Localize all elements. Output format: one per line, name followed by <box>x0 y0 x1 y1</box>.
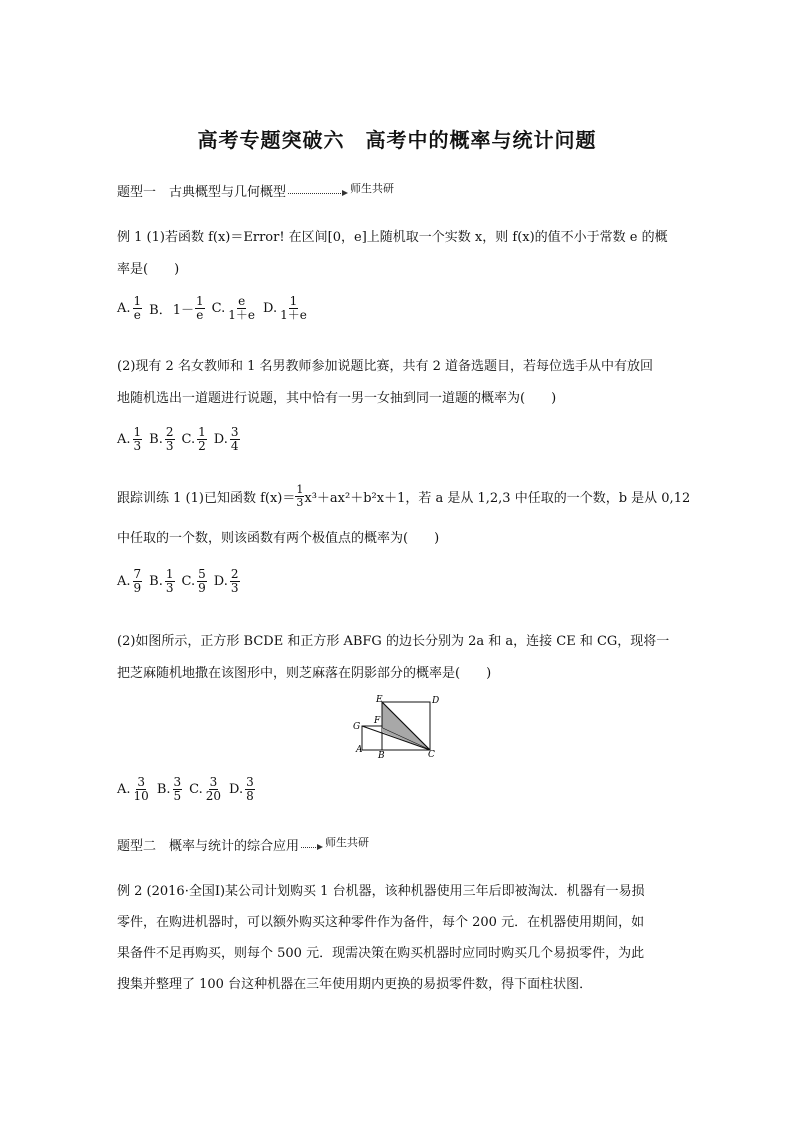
track1-line2: 中任取的一个数，则该函数有两个极值点的概率为( ) <box>117 531 440 546</box>
option-a: A. $\frac{3}{10}$ <box>117 775 149 803</box>
track1-line1: 跟踪训练 1 (1)已知函数 f(x)＝ $\frac{1}{3}$ x³＋ax²＋b²x＋1，若 a 是从 1,2,3 中任取的一个数，b 是从 0,12 <box>117 483 691 509</box>
section-heading-2 <box>117 834 369 854</box>
track1-2-line1: (2)如图所示，正方形 BCDE 和正方形 ABFG 的边长分别为 2a 和 a，连接 CE 和 CG，现将一 <box>117 634 670 649</box>
section-heading-1 <box>117 180 394 200</box>
section-tag: 师生共研 <box>350 182 395 195</box>
ex2-line1: 例 2 (2016·全国Ⅰ)某公司计划购买 1 台机器，该种机器使用三年后即被淘汰．机器有一易损 <box>117 884 645 899</box>
option-a: A. $\frac{1}{e}$ <box>117 294 142 322</box>
option-d: D. $\frac{3}{8}$ <box>229 775 254 803</box>
option-c: C. $\frac{3}{20}$ <box>189 775 222 803</box>
ex2-line3: 果备件不足再购买，则每个 500 元．现需决策在购买机器时应同时购买几个易损零件，为此 <box>117 946 645 961</box>
label-g: G <box>353 722 361 732</box>
page-title: 高考专题突破六 高考中的概率与统计问题 <box>197 128 597 152</box>
track1-options <box>117 568 247 595</box>
ex1-2-line2: 地随机选出一道题进行说题，其中恰有一男一女抽到同一道题的概率为( ) <box>117 391 557 406</box>
fraction: $\frac{1}{3}$ <box>296 483 304 509</box>
ex2-line2: 零件，在购进机器时，可以额外购买这种零件作为备件，每个 200 元．在机器使用期间，如 <box>117 915 645 930</box>
arrow-icon <box>301 844 323 850</box>
option-c: C. $\frac{1}{2}$ <box>181 425 206 453</box>
section-label: 题型二 概率与统计的综合应用 <box>117 839 300 854</box>
ex2-line4: 搜集并整理了 100 台这种机器在三年使用期内更换的易损零件数，得下面柱状图． <box>117 977 593 992</box>
option-d: D. $\frac{1}{1+e}$ <box>263 294 307 322</box>
label-d: D <box>432 696 440 706</box>
square-geometry-figure <box>348 694 440 758</box>
arrow-icon <box>288 190 348 196</box>
label-a: A <box>356 745 363 755</box>
option-a: A. $\frac{1}{3}$ <box>117 425 142 453</box>
track1-2-options <box>117 776 262 803</box>
ex1-line1: 例 1 (1)若函数 f(x)＝Error! 在区间[0，e]上随机取一个实数 x，则 f(x)的值不小于常数 e 的概 <box>117 230 668 245</box>
option-b: B． 1－ $\frac{1}{e}$ <box>149 294 204 322</box>
option-b: B. $\frac{1}{3}$ <box>149 567 174 595</box>
label-f: F <box>374 716 381 726</box>
option-c: C. $\frac{e}{1+e}$ <box>211 294 256 322</box>
section-tag: 师生共研 <box>325 836 370 849</box>
option-a: A. $\frac{7}{9}$ <box>117 567 142 595</box>
label-b: B <box>378 751 385 758</box>
option-b: B. $\frac{3}{5}$ <box>156 775 182 803</box>
option-c: C. $\frac{5}{9}$ <box>181 567 206 595</box>
ex1-2-options <box>117 426 247 453</box>
option-d: D. $\frac{2}{3}$ <box>213 567 239 595</box>
label-c: C <box>428 750 435 758</box>
label-e: E <box>376 695 383 705</box>
option-d: D. $\frac{3}{4}$ <box>213 425 239 453</box>
ex1-2-line1: (2)现有 2 名女教师和 1 名男教师参加说题比赛，共有 2 道备选题目，若每位选手从中有放回 <box>117 359 654 374</box>
track1-2-line2: 把芝麻随机地撒在该图形中，则芝麻落在阴影部分的概率是( ) <box>117 666 492 681</box>
section-label: 题型一 古典概型与几何概型 <box>117 185 287 200</box>
option-b: B. $\frac{2}{3}$ <box>149 425 174 453</box>
ex1-line2: 率是( ) <box>117 262 180 277</box>
ex1-options <box>117 295 315 322</box>
